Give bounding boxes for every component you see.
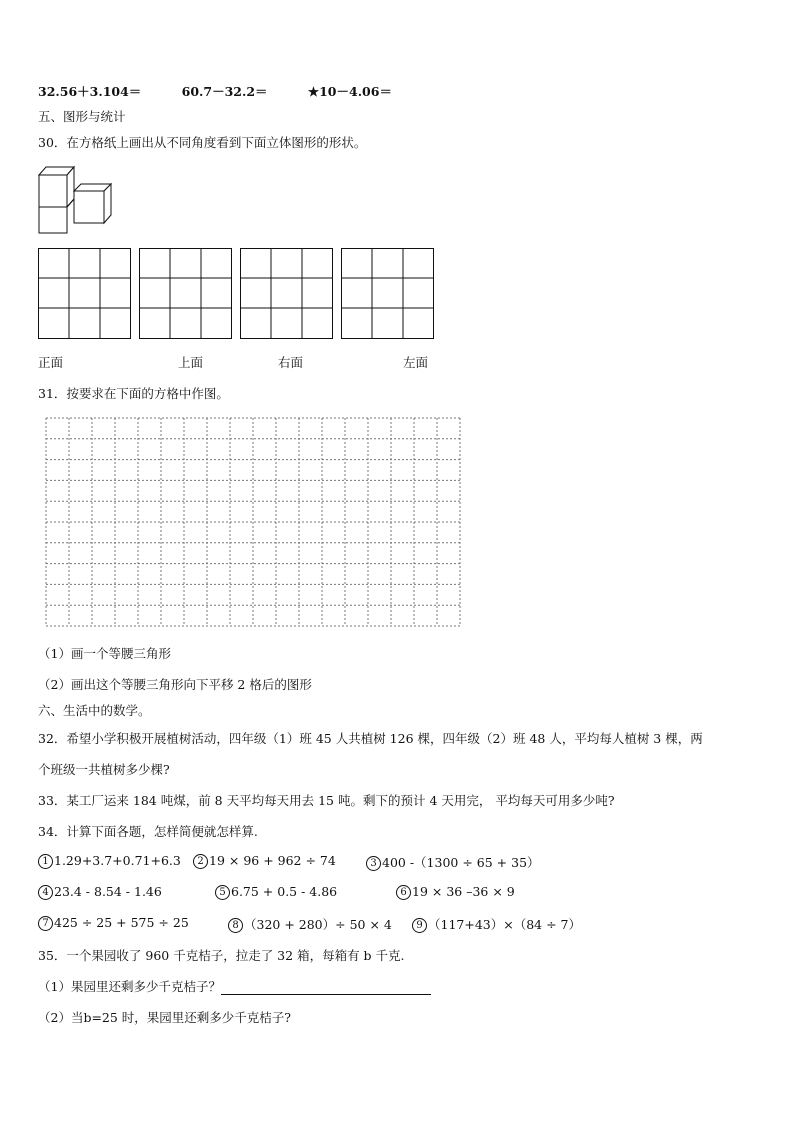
q34-expr-2: 2 19 × 96 + 962 ÷ 74: [193, 853, 336, 869]
circled-number-icon: 2: [193, 854, 208, 869]
q34-expr-6: 6 19 × 36 –36 × 9: [396, 884, 515, 900]
q31-sub2: （2）画出这个等腰三角形向下平移 2 格后的图形: [38, 677, 312, 692]
q31-sub1: （1）画一个等腰三角形: [38, 646, 171, 661]
circled-number-icon: 6: [396, 885, 411, 900]
view-grid-left[interactable]: [341, 248, 434, 339]
view-label-front: 正面: [38, 355, 64, 370]
q35-sub2: （2）当b=25 时，果园里还剩多少千克桔子?: [38, 1010, 292, 1025]
view-grid-right[interactable]: [240, 248, 333, 339]
q34-expr-3: 3 400 -（1300 ÷ 65 + 35）: [366, 853, 540, 871]
calc-item-3: ★10－4.06＝: [307, 84, 392, 99]
q32-line2: 个班级一共植树多少棵?: [38, 762, 170, 777]
q34-expr-1: 1 1.29+3.7+0.71+6.3: [38, 853, 181, 869]
answer-blank[interactable]: [221, 982, 431, 995]
section-6-title: 六、生活中的数学。: [38, 703, 151, 718]
view-label-right: 右面: [278, 355, 304, 370]
section-5-title: 五、图形与统计: [38, 109, 126, 124]
calc-item-1: 32.56＋3.104＝: [38, 84, 142, 99]
circled-number-icon: 1: [38, 854, 53, 869]
circled-number-icon: 3: [366, 856, 381, 871]
view-grid-top[interactable]: [139, 248, 232, 339]
q35-sub1: （1）果园里还剩多少千克桔子？: [38, 977, 431, 995]
q34-expr-7: 7 425 ÷ 25 + 575 ÷ 25: [38, 915, 189, 931]
q34-expr-8: 8 （320 + 280）÷ 50 × 4: [228, 915, 392, 933]
circled-number-icon: 4: [38, 885, 53, 900]
q35-text: 35．一个果园收了 960 千克桔子，拉走了 32 箱，每箱有 b 千克.: [38, 948, 405, 963]
view-label-top: 上面: [178, 355, 204, 370]
view-label-left: 左面: [403, 355, 429, 370]
cube-figure: [36, 163, 116, 235]
q31-text: 31．按要求在下面的方格中作图。: [38, 386, 229, 401]
circled-number-icon: 7: [38, 916, 53, 931]
circled-number-icon: 8: [228, 918, 243, 933]
q34-text: 34．计算下面各题，怎样简便就怎样算.: [38, 824, 258, 839]
q34-expr-5: 5 6.75 + 0.5 - 4.86: [215, 884, 337, 900]
dotted-drawing-grid[interactable]: [45, 417, 463, 627]
view-grid-front[interactable]: [38, 248, 131, 339]
calc-row: [38, 84, 392, 100]
circled-number-icon: 9: [412, 918, 427, 933]
q30-text: 30．在方格纸上画出从不同角度看到下面立体图形的形状。: [38, 135, 367, 150]
q33-text: 33．某工厂运来 184 吨煤，前 8 天平均每天用去 15 吨。剩下的预计 4 天用完， 平均每天可用多少吨?: [38, 793, 615, 808]
q34-expr-4: 4 23.4 - 8.54 - 1.46: [38, 884, 162, 900]
calc-item-2: 60.7－32.2＝: [181, 84, 268, 99]
circled-number-icon: 5: [215, 885, 230, 900]
q34-expr-9: 9 （117+43）×（84 ÷ 7）: [412, 915, 581, 933]
q32-line1: 32．希望小学积极开展植树活动，四年级（1）班 45 人共植树 126 棵，四年级（2）班 48 人，平均每人植树 3 棵，两: [38, 731, 703, 746]
